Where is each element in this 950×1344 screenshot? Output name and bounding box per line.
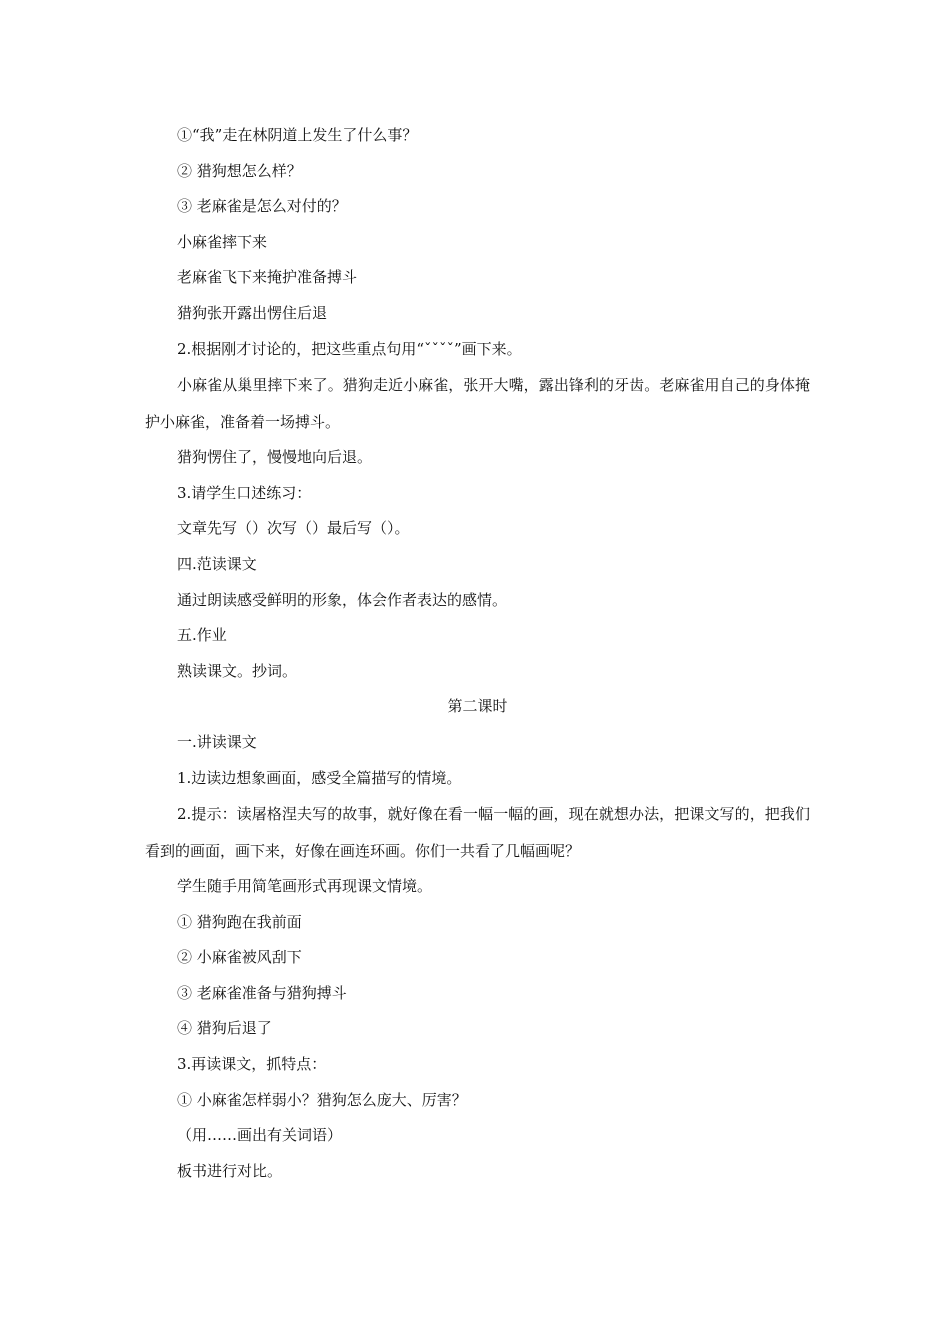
- blackboard-note: 板书进行对比。: [177, 1161, 283, 1180]
- instruction-2: 2.根据刚才讨论的，把这些重点句用“ˇˇˇˇ”画下来。: [177, 339, 522, 358]
- section-heading-5: 五.作业: [177, 626, 227, 645]
- question-2: ② 猎狗想怎么样？: [177, 161, 302, 180]
- lesson-title: 第二课时: [447, 697, 508, 716]
- step-1: 1.边读边想象画面，感受全篇描写的情境。: [177, 768, 462, 787]
- step-3-question: ① 小麻雀怎样弱小？猎狗怎么庞大、厉害？: [177, 1090, 467, 1109]
- step-2-paragraph: 2.提示：读屠格涅夫写的故事，就好像在看一幅一幅的画，现在就想办法，把课文写的，把我们看到的画面，画下来，好像在画连环画。你们一共看了几幅画呢？: [145, 805, 810, 860]
- instruction-3: 3.请学生口述练习：: [177, 483, 312, 502]
- scene-3: ③ 老麻雀准备与猎狗搏斗: [177, 983, 347, 1002]
- section-4-text: 通过朗读感受鲜明的形象，体会作者表达的感情。: [177, 590, 508, 609]
- step-3-note: （用……画出有关词语）: [177, 1126, 343, 1145]
- key-sentence-paragraph: 小麻雀从巢里摔下来了。猎狗走近小麻雀，张开大嘴，露出锋利的牙齿。老麻雀用自己的身体掩护小麻雀，准备着一场搏斗。: [145, 376, 810, 431]
- fill-in-exercise: 文章先写（）次写（）最后写（）。: [177, 519, 410, 538]
- step-3: 3.再读课文，抓特点：: [177, 1055, 327, 1074]
- section-heading-4: 四.范读课文: [177, 554, 257, 573]
- key-sentence-2: 猎狗愣住了，慢慢地向后退。: [177, 448, 373, 467]
- section-heading-1: 一.讲读课文: [177, 732, 257, 751]
- question-1: ①“我”走在林阴道上发生了什么事？: [177, 126, 418, 144]
- scene-4: ④ 猎狗后退了: [177, 1019, 272, 1038]
- question-3: ③ 老麻雀是怎么对付的？: [177, 197, 347, 216]
- keyword-line-1: 小麻雀摔下来: [177, 232, 268, 251]
- keyword-line-2: 老麻雀飞下来掩护准备搏斗: [177, 268, 358, 287]
- homework-text: 熟读课文。抄词。: [177, 661, 298, 680]
- scene-1: ① 猎狗跑在我前面: [177, 912, 302, 931]
- document-body: [145, 118, 810, 1189]
- student-activity: 学生随手用简笔画形式再现课文情境。: [177, 877, 433, 896]
- keyword-line-3: 猎狗张开露出愣住后退: [177, 303, 328, 322]
- scene-2: ② 小麻雀被风刮下: [177, 948, 302, 967]
